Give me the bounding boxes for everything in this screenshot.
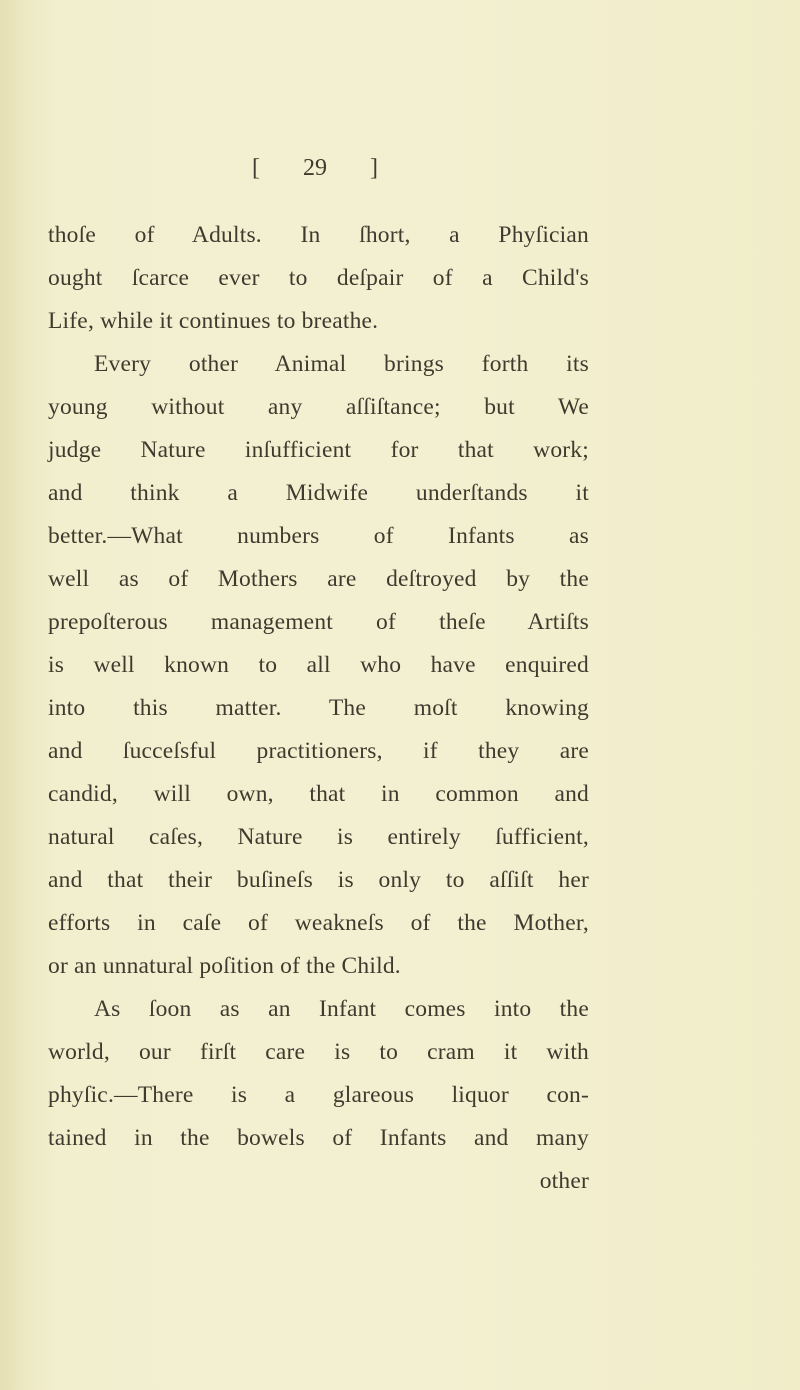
text-line: world, our firſt care is to cram it with — [48, 1039, 589, 1065]
text-line: prepoſterous management of theſe Artiſts — [48, 609, 589, 635]
text-line: tained in the bowels of Infants and many — [48, 1125, 589, 1151]
body-text — [48, 215, 589, 1204]
text-line: ought ſcarce ever to deſpair of a Child's — [48, 265, 589, 291]
bracket-open: [ — [252, 155, 260, 181]
text-line: is well known to all who have enquired — [48, 652, 589, 678]
text-line: candid, will own, that in common and — [48, 781, 589, 807]
bracket-close: ] — [370, 155, 378, 181]
page-number: 29 — [303, 155, 327, 181]
text-line: As ſoon as an Infant comes into the — [94, 996, 589, 1022]
text-line: or an unnatural poſition of the Child. — [48, 953, 401, 979]
text-line: judge Nature inſufficient for that work; — [48, 437, 589, 463]
text-line: natural caſes, Nature is entirely ſufficient, — [48, 824, 589, 850]
text-line: and ſucceſsful practitioners, if they are — [48, 738, 589, 764]
text-line: and that their buſineſs is only to aſſiſt her — [48, 867, 589, 893]
text-line: thoſe of Adults. In ſhort, a Phyſician — [48, 222, 589, 248]
text-line: phyſic.—There is a glareous liquor con- — [48, 1082, 589, 1108]
text-line: Every other Animal brings forth its — [94, 351, 589, 377]
text-line: into this matter. The moſt knowing — [48, 695, 589, 721]
text-line: better.—What numbers of Infants as — [48, 523, 589, 549]
text-line: efforts in caſe of weakneſs of the Mother, — [48, 910, 589, 936]
catchword: other — [539, 1168, 589, 1194]
text-line: Life, while it continues to breathe. — [48, 308, 379, 334]
text-line: young without any aſſiſtance; but We — [48, 394, 589, 420]
text-line: and think a Midwife underſtands it — [48, 480, 589, 506]
page-number-header — [252, 150, 378, 186]
text-line: well as of Mothers are deſtroyed by the — [48, 566, 589, 592]
